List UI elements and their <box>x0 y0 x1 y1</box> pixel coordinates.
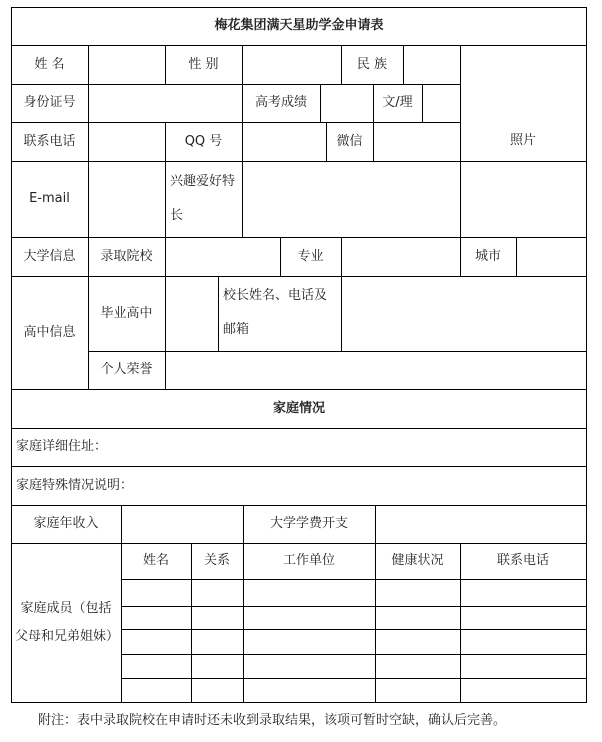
column-header-health: 健康状况 <box>391 553 444 568</box>
wechat-label: 微信 <box>336 133 363 149</box>
column-header-workplace: 工作单位 <box>282 553 335 568</box>
table-row[interactable] <box>121 629 586 654</box>
principal-contact-input[interactable] <box>341 276 586 351</box>
email-input[interactable] <box>88 161 165 237</box>
honors-label: 个人荣誉 <box>100 362 153 377</box>
column-header-name: 姓名 <box>142 553 169 568</box>
graduated-highschool-input[interactable] <box>165 276 218 351</box>
id-number-input[interactable] <box>88 84 242 122</box>
city-input[interactable] <box>516 237 586 276</box>
email-label: E-mail <box>29 191 70 206</box>
table-row[interactable] <box>121 579 586 606</box>
id-number-label: 身份证号 <box>23 95 76 110</box>
highschool-info-label: 高中信息 <box>23 324 76 340</box>
form-title: 梅花集团满天星助学金申请表 <box>214 18 384 33</box>
column-header-phone: 联系电话 <box>496 553 549 568</box>
arts-science-input[interactable] <box>422 84 460 122</box>
qq-label: QQ 号 <box>184 133 223 149</box>
wechat-input[interactable] <box>373 122 460 161</box>
annual-income-label: 家庭年收入 <box>33 516 99 531</box>
admitted-school-input[interactable] <box>165 237 280 276</box>
family-address-field[interactable]: 家庭详细住址： <box>16 439 108 454</box>
table-row[interactable] <box>121 678 586 702</box>
name-label: 姓 名 <box>34 56 65 72</box>
city-label: 城市 <box>474 248 501 264</box>
hobbies-input[interactable] <box>242 161 460 237</box>
phone-input[interactable] <box>88 122 165 161</box>
gender-label: 性 别 <box>188 56 219 72</box>
university-info-label: 大学信息 <box>23 248 76 264</box>
photo-box[interactable]: 照片 <box>509 133 536 148</box>
name-input[interactable] <box>88 45 165 84</box>
table-row[interactable] <box>121 606 586 629</box>
family-section-title: 家庭情况 <box>272 400 325 416</box>
honors-input[interactable] <box>165 351 586 389</box>
family-special-situation-field[interactable]: 家庭特殊情况说明： <box>16 477 134 493</box>
arts-science-label: 文/理 <box>382 95 413 110</box>
gaokao-score-label: 高考成绩 <box>254 95 307 110</box>
ethnicity-input[interactable] <box>403 45 460 84</box>
hobbies-label: 兴趣爱好特长 <box>170 174 236 223</box>
ethnicity-label: 民 族 <box>356 56 388 72</box>
tuition-input[interactable] <box>375 505 586 543</box>
annual-income-input[interactable] <box>121 505 243 543</box>
qq-input[interactable] <box>242 122 326 161</box>
principal-contact-label: 校长姓名、电话及邮箱 <box>223 288 328 337</box>
footnote: 附注：表中录取院校在申请时还未收到录取结果，该项可暂时空缺，确认后完善。 <box>38 713 507 728</box>
major-input[interactable] <box>341 237 460 276</box>
family-members-label: 家庭成员（包括父母和兄弟姐妹） <box>15 600 120 644</box>
admitted-school-label: 录取院校 <box>100 248 153 264</box>
table-row[interactable] <box>121 654 586 678</box>
major-label: 专业 <box>297 248 324 264</box>
grid-line <box>11 702 587 703</box>
tuition-label: 大学学费开支 <box>269 516 348 531</box>
column-header-relation: 关系 <box>203 553 230 568</box>
phone-label: 联系电话 <box>23 133 76 149</box>
gaokao-score-input[interactable] <box>320 84 373 122</box>
grid-line <box>586 7 587 703</box>
gender-input[interactable] <box>242 45 341 84</box>
graduated-highschool-label: 毕业高中 <box>100 305 153 321</box>
